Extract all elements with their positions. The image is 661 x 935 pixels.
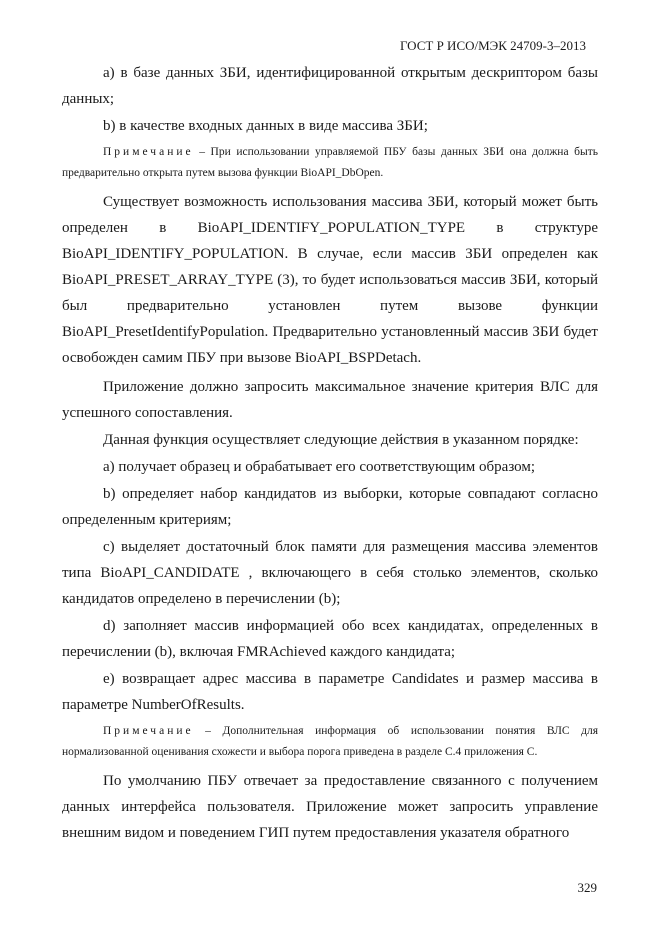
paragraph-actions-intro: Данная функция осуществляет следующие действия в указанном порядке: xyxy=(103,432,579,448)
paragraph-gui-default: По умолчанию ПБУ отвечает за предоставление связанного с получением данных интерфейса пользователя. Приложение может запросить управление внешним видом и поведением ГИП путем предоставления указателя обратного xyxy=(62,773,598,841)
paragraph-population-array: Существует возможность использования массива ЗБИ, который может быть определен в BioAPI_IDENTIFY_POPULATION_TYPE в структуре BioAPI_IDENTIFY_POPULATION. В случае, если массив ЗБИ определен как BioAPI_PRESET_ARRAY_TYPE (3), то будет использоваться массив ЗБИ, который был предварительно установлен путем вызове функции BioAPI_PresetIdentifyPopulation. Предварительно установленный массив ЗБИ будет освобожден самим ПБУ при вызове BioAPI_BSPDetach. xyxy=(62,194,598,366)
list-item-d-fill: d) заполняет массив информацией обо всех кандидатах, определенных в перечислении (b), включая FMRAchieved каждого кандидата; xyxy=(62,618,598,660)
note-fmr-info xyxy=(62,721,598,762)
list-item-e-return: e) возвращает адрес массива в параметре Candidates и размер массива в параметре NumberOfResults. xyxy=(62,671,598,713)
note-dbopen xyxy=(62,142,598,183)
paragraph-fmr-request: Приложение должно запросить максимальное значение критерия ВЛС для успешного сопоставления. xyxy=(62,379,598,421)
note-text: – При использовании управляемой ПБУ базы данных ЗБИ она должна быть предварительно открыта путем вызова функции BioAPI_DbOpen. xyxy=(62,146,598,179)
note-label: Примечание xyxy=(103,725,194,737)
list-item-a-database: а) в базе данных ЗБИ, идентифицированной открытым дескриптором базы данных; xyxy=(62,65,598,107)
list-item-b-input-array: b) в качестве входных данных в виде массива ЗБИ; xyxy=(103,118,428,134)
page-number: 329 xyxy=(577,880,597,895)
list-item-a-capture: а) получает образец и обрабатывает его соответствующим образом; xyxy=(103,459,536,475)
document-header: ГОСТ Р ИСО/МЭК 24709-3–2013 xyxy=(399,38,586,53)
page-body xyxy=(62,60,598,846)
note-text: – Дополнительная информация об использовании понятия ВЛС для нормализованной оценивания схожести и выбора порога приведена в разделе C.4 приложения C. xyxy=(62,725,598,758)
note-label: Примечание xyxy=(103,146,194,158)
list-item-c-allocate: c) выделяет достаточный блок памяти для размещения массива элементов типа BioAPI_CANDIDATE , включающего в себя столько элементов, сколько кандидатов определено в перечислении (b); xyxy=(62,539,598,607)
list-item-b-candidates: b) определяет набор кандидатов из выборки, которые совпадают согласно определенным критериям; xyxy=(62,486,598,528)
